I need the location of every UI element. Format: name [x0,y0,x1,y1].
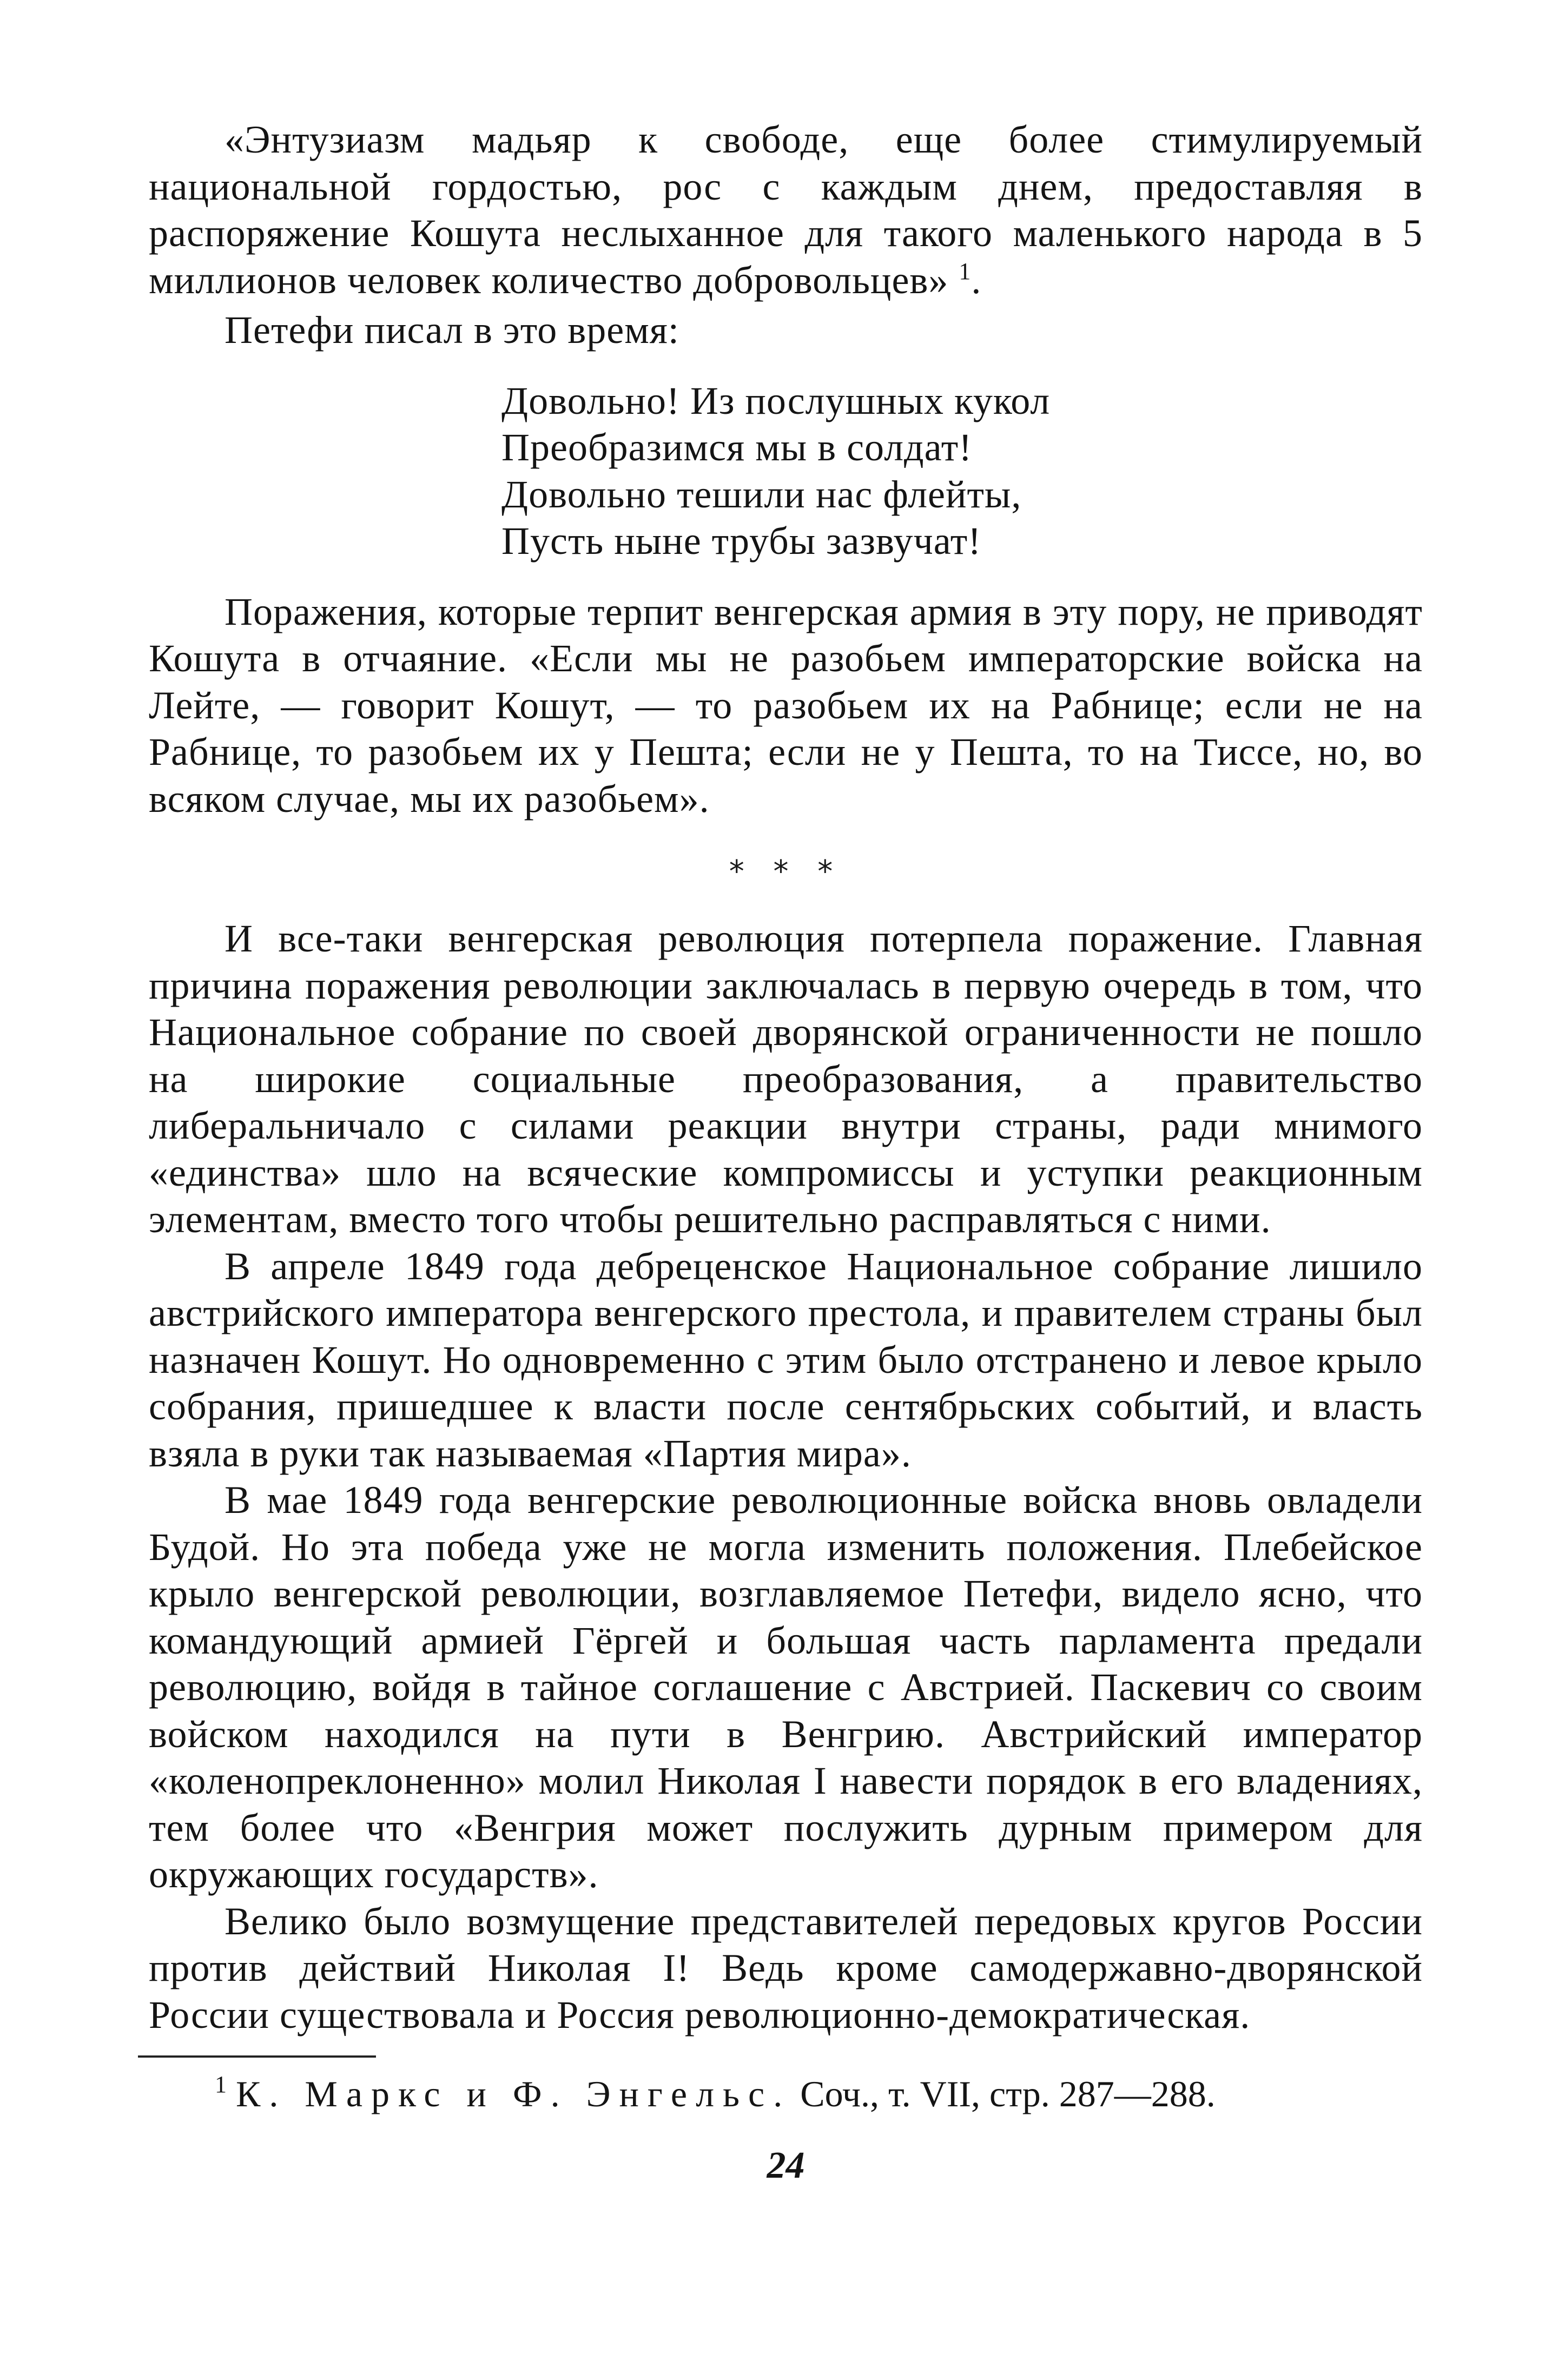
paragraph-may-1849: В мае 1849 года венгерские революционные войска вновь овладели Будой. Но эта победа уже не могла изменить положения. Плебейское крыло венгерской революции, возглавляемое Петефи, видело ясно, что командующий армией Гёргей и большая часть парламента предали революцию, войдя в тайное соглашение с Австрией. Паскевич со своим войском находился на пути в Венгрию. Австрийский император «коленопреклоненно» молил Николая I навести порядок в его владениях, тем более что «Венгрия может послужить дурным примером для окружающих государств». [149,1478,1423,1896]
paragraph-defeats: Поражения, которые терпит венгерская армия в эту пору, не приводят Кошута в отчаяние. «Если мы не разобьем императорские войска на Лейте, — говорит Кошут, — то разобьем их на Рабнице; если не на Рабнице, то разобьем их у Пешта; если не у Пешта, то на Тиссе, но, во всяком случае, мы их разобьем». [149,590,1423,821]
paragraph-quote-enthusiasm: «Энтузиазм мадьяр к свободе, еще более стимулируемый национальной гордостью, рос с каждым днем, предоставляя в распоряжение Кошута неслыханное для такого маленького народа в 5 миллионов человек количество добровольцев» $^1$. [149,118,1423,302]
footnote-reference: 1 [959,257,972,285]
verse-line: Довольно! Из послушных кукол [501,379,1051,422]
paragraph-revolution-defeat: И все-таки венгерская революция потерпела поражение. Главная причина поражения революции заключалась в первую очередь в том, что Национальное собрание по своей дворянской ограниченности не пошло на широкие социальные преобразования, а правительство либеральничало с силами реакции внутри страны, ради мнимого «единства» шло на всяческие компромиссы и уступки реакционным элементам, вместо того чтобы решительно расправляться с ними. [149,917,1423,1241]
section-separator: * * * [729,854,843,889]
page-number: 24 [767,2145,805,2186]
verse-line: Довольно тешили нас флейты, [501,472,1022,516]
footnote [215,2071,1423,2117]
poem-verse [501,378,1423,565]
paragraph-russia-outrage: Велико было возмущение представителей передовых кругов России против действий Николая I! Ведь кроме самодержавно-дворянской России существовала и Россия революционно-демократическая. [149,1899,1423,2037]
verse-line: Пусть ныне трубы зазвучат! [501,519,982,563]
footnote-number: 1 [215,2071,227,2098]
footnote-authors: К. Маркс и Ф. Энгельс. [236,2073,791,2114]
footnote-divider [138,2055,376,2058]
book-page [149,116,1423,2187]
paragraph-text: «Энтузиазм мадьяр к свободе, еще более стимулируемый национальной гордостью, рос с каждым днем, предоставляя в распоряжение Кошута неслыханное для такого маленького народа в 5 миллионов человек количество добровольцев» [149,118,1423,302]
paragraph-intro-verse: Петефи писал в это время: [225,308,679,352]
paragraph-april-1849: В апреле 1849 года дебреценское Национальное собрание лишило австрийского императора венгерского престола, и правителем страны был назначен Кошут. Но одновременно с этим было отстранено и левое крыло собрания, пришедшее к власти после сентябрьских событий, и власть взяла в руки так называемая «Партия мира». [149,1244,1423,1475]
footnote-source: Соч., т. VII, стр. 287—288. [800,2073,1216,2114]
verse-line: Преобразимся мы в солдат! [501,426,973,469]
